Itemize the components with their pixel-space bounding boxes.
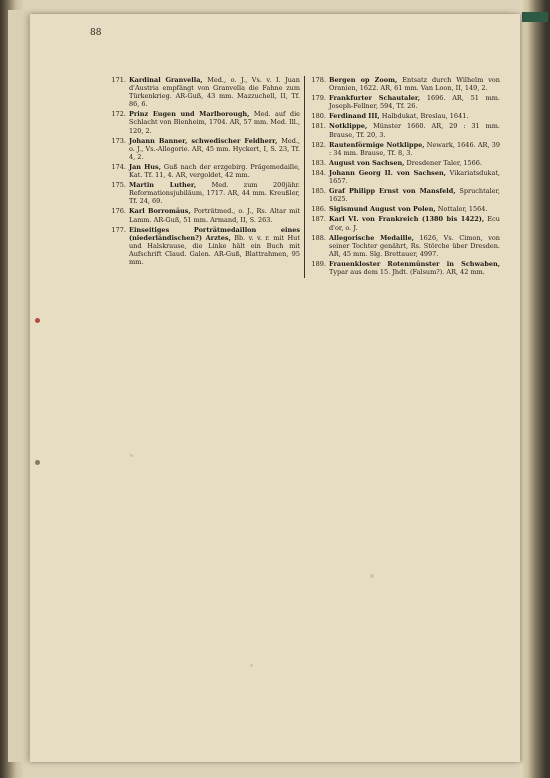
catalog-entry [110, 207, 300, 223]
catalog-entry [110, 181, 300, 205]
catalog-entry [310, 205, 500, 213]
entry-number: 186. [311, 205, 326, 214]
entry-text [329, 122, 500, 138]
entry-title: Einseitiges Porträtmedaillon eines (niederländischen?) Arztes, [129, 225, 300, 242]
catalog-entry [310, 112, 500, 120]
catalog-entry [110, 226, 300, 266]
catalog-entry [310, 141, 500, 157]
entry-description: Med. zum 200jähr. Reformationsjubiläum, 1717. AR, 44 mm. Kreußler, Tf. 24, 69. [129, 181, 300, 206]
entry-number: 177. [111, 225, 126, 234]
entry-text [329, 215, 500, 231]
entry-number: 178. [311, 76, 326, 84]
entry-text [129, 163, 300, 179]
entry-description: 1626, Vs. Cimon, von seiner Tochter genährt, Rs. Störche über Dresden. AR, 45 mm. Slg. Brettauer, 4997. [329, 233, 500, 258]
entry-number: 173. [111, 136, 126, 145]
catalog-entry [310, 122, 500, 138]
entry-description: Dresdener Taler, 1566. [404, 158, 482, 167]
paper-spot [250, 664, 253, 667]
catalog-entry [310, 76, 500, 92]
entry-number: 183. [311, 158, 326, 167]
entry-text [329, 234, 500, 258]
entry-description: 1696. AR, 51 mm. Joseph-Fellner, 594, Tf. 26. [329, 94, 500, 111]
entry-text [329, 112, 500, 120]
catalog-entry [310, 187, 500, 203]
entry-text [329, 141, 500, 157]
page-number: 88 [90, 28, 102, 38]
entry-title: Rautenförmige Notklippe, [329, 140, 425, 149]
entry-description: Nottaler, 1564. [435, 205, 488, 214]
entry-text [329, 169, 500, 185]
bookmark-tab [522, 12, 548, 22]
entry-title: Allegorische Medaille, [329, 233, 414, 242]
entry-text [129, 110, 300, 134]
entry-description: Guß nach der erzgebirg. Prägemedaille, Kat. Tf. 11, 4. AR, vergoldet, 42 mm. [129, 162, 300, 180]
catalog-entry [310, 215, 500, 231]
entry-title: Graf Philipp Ernst von Mansfeld, [329, 187, 456, 196]
entry-number: 174. [111, 162, 126, 171]
entry-title: Martin Luther, [129, 181, 197, 190]
entry-title: Bergen op Zoom, [329, 76, 398, 84]
entry-text [329, 205, 500, 213]
catalog-entry [310, 234, 500, 258]
entry-description: Med. auf die Schlacht von Blenheim, 1704. AR, 57 mm. Med. Ill., 120, 2. [129, 110, 300, 135]
entry-number: 179. [311, 94, 326, 103]
catalog-columns [110, 76, 500, 278]
catalog-entry [310, 260, 500, 276]
entry-description: Münster 1660. AR, 29 : 31 mm. Brause, Tf. 20, 3. [329, 122, 500, 139]
entry-text [329, 94, 500, 110]
entry-number: 181. [311, 122, 326, 131]
entry-number: 184. [311, 168, 326, 177]
entry-title: Karl VI. von Frankreich (1380 bis 1422), [329, 215, 485, 224]
entry-title: Jan Hus, [129, 162, 161, 171]
catalog-entry [110, 137, 300, 161]
entry-text [129, 226, 300, 266]
entry-title: Johann Georg II. von Sachsen, [329, 168, 446, 177]
margin-mark [35, 460, 40, 465]
entry-text [329, 76, 500, 92]
entry-title: Johann Banner, schwedischer Feldherr, [129, 136, 278, 145]
entry-text [329, 159, 500, 167]
entry-description: Typar aus dem 15. Jhdt. (Falsum?). AR, 42 mm. [329, 267, 485, 276]
entry-title: Sigismund August von Polen, [329, 205, 436, 214]
entry-text [129, 207, 300, 223]
paper-spot [370, 574, 374, 578]
entry-number: 171. [111, 76, 126, 84]
entry-text [329, 260, 500, 276]
entry-description: Halbdukat, Breslau, 1641. [379, 112, 469, 121]
entry-number: 172. [111, 110, 126, 119]
entry-title: Frauenkloster Rotenmünster in Schwaben, [329, 259, 500, 268]
margin-mark [35, 318, 40, 323]
paper-spot [130, 454, 133, 457]
entry-description: Bb. v. v. r. mit Hut und Halskrause, die Linke hält ein Buch mit Aufschrift Claud. Galen. AR-Guß, Blattrahmen, 95 mm. [129, 233, 300, 266]
entry-number: 180. [311, 112, 326, 121]
entry-number: 188. [311, 233, 326, 242]
entry-description: Med., o. J., Vs.-Allegorie. AR, 45 mm. Hyckert, I, S. 23, Tf. 4, 2. [129, 136, 300, 161]
entry-title: Frankfurter Schautaler, [329, 94, 421, 103]
entry-title: August von Sachsen, [329, 158, 405, 167]
entry-text [129, 137, 300, 161]
entry-title: Kardinal Granvella, [129, 76, 203, 84]
entry-title: Ferdinand III, [329, 112, 380, 121]
entry-description: Spruchtaler, 1625. [329, 187, 500, 204]
entry-number: 187. [311, 215, 326, 224]
entry-number: 175. [111, 181, 126, 190]
entry-number: 185. [311, 187, 326, 196]
catalog-entry [310, 169, 500, 185]
entry-text [129, 181, 300, 205]
entry-text [129, 76, 300, 108]
entry-description: Newark, 1646. AR, 39 : 34 mm. Brause, Tf. 8, 3. [329, 140, 500, 157]
book-right-edge [520, 0, 550, 778]
entry-number: 182. [311, 140, 326, 149]
entry-description: Porträtmed., o. J., Rs. Altar mit Lamm. AR-Guß, 51 mm. Armand, II, S. 263. [129, 207, 300, 224]
left-column [110, 76, 305, 278]
catalog-entry [110, 76, 300, 108]
entry-description: Entsatz durch Wilhelm von Oranien, 1622. AR, 61 mm. Van Loon, II, 149, 2. [329, 76, 500, 93]
catalog-entry [310, 94, 500, 110]
right-column [305, 76, 500, 278]
entry-text [329, 187, 500, 203]
entry-title: Prinz Eugen und Marlborough, [129, 110, 250, 119]
entry-number: 189. [311, 259, 326, 268]
entry-description: Vikariatsdukat, 1657. [329, 168, 500, 186]
catalog-entry [310, 159, 500, 167]
entry-description: Med., o. J., Vs. v. I. Juan d'Austria empfängt von Granvella die Fahne zum Türkenkrieg. AR-Guß, 43 mm. Mazzuchell, II, Tf. 86, 6. [129, 76, 300, 109]
catalog-entry [110, 163, 300, 179]
entry-number: 176. [111, 207, 126, 216]
entry-description: Ecu d'or, o. J. [329, 215, 500, 232]
entry-title: Karl Borromäus, [129, 207, 191, 216]
entry-title: Notklippe, [329, 122, 368, 131]
catalog-entry [110, 110, 300, 134]
